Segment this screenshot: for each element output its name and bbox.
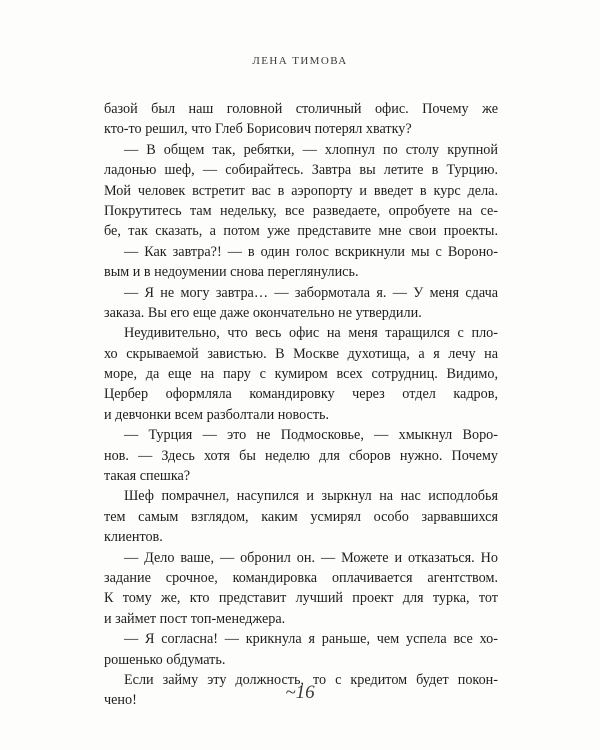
text-line: — Я не могу завтра… — забормотала я. — У меня сдача (124, 284, 498, 301)
text-line: заказа. Вы его еще даже окончательно не утвердили. (104, 304, 422, 321)
text-line: — Дело ваше, — обронил он. — Можете и отказаться. Но (124, 549, 498, 566)
text-line: море, да еще на пару с кумиром всех сотрудниц. Видимо, (104, 366, 498, 383)
text-line: Мой человек встретит вас в аэропорту и введет в курс дела. (104, 182, 498, 199)
text-line: Цербер оформляла командировку через отдел кадров, (104, 386, 498, 403)
text-line: базой был наш головной столичный офис. Почему же (104, 101, 498, 117)
text-line: ладонью шеф, — собирайтесь. Завтра вы летите в Турцию. (104, 162, 498, 179)
page-number (0, 682, 600, 704)
text-line: — Турция — это не Подмосковье, — хмыкнул Воро- (124, 427, 498, 444)
text-line: Шеф помрачнел, насупился и зыркнул на нас исподлобья (124, 488, 498, 505)
text-line: К тому же, кто представит лучший проект для турка, тот (104, 590, 498, 607)
text-line: чено! (104, 692, 137, 709)
body-text (104, 99, 498, 711)
text-line: и девчонки всем разболтали новость. (104, 406, 330, 423)
text-line: такая спешка? (104, 468, 191, 485)
text-line: Неудивительно, что весь офис на меня таращился с пло- (124, 325, 498, 342)
text-line: и займет пост топ-менеджера. (104, 610, 286, 627)
page-number-value: 16 (295, 682, 315, 703)
text-line: хо скрываемой завистью. В Москве духотища, а я лечу на (104, 345, 498, 362)
text-line: — В общем так, ребятки, — хлопнул по столу крупной (124, 141, 498, 158)
folio-ornament: ~ (285, 682, 296, 703)
text-line: — Как завтра?! — в один голос вскрикнули мы с Вороно- (124, 243, 498, 260)
running-head: ЛЕНА ТИМОВА (252, 55, 348, 67)
text-line: — Я согласна! — крикнула я раньше, чем успела все хо- (124, 631, 498, 648)
text-line: клиентов. (104, 529, 163, 546)
text-line: задание срочное, командировка оплачивается агентством. (104, 569, 498, 586)
text-line: Если займу эту должность, то с кредитом будет покон- (124, 671, 498, 688)
text-line: тем самым взглядом, каким усмирял особо зарвавшихся (104, 508, 498, 525)
text-line: бе, так сказать, а потом уже представите мне свои проекты. (104, 223, 498, 240)
text-line: вым и в недоумении снова переглянулись. (104, 264, 359, 281)
text-line: рошенько обдумать. (104, 651, 226, 668)
text-line: нов. — Здесь хотя бы неделю для сборов нужно. Почему (104, 447, 498, 464)
text-line: кто-то решил, что Глеб Борисович потерял хватку? (104, 121, 412, 138)
text-line: Покрутитесь там недельку, все разведаете, опробуете на се- (104, 202, 498, 219)
